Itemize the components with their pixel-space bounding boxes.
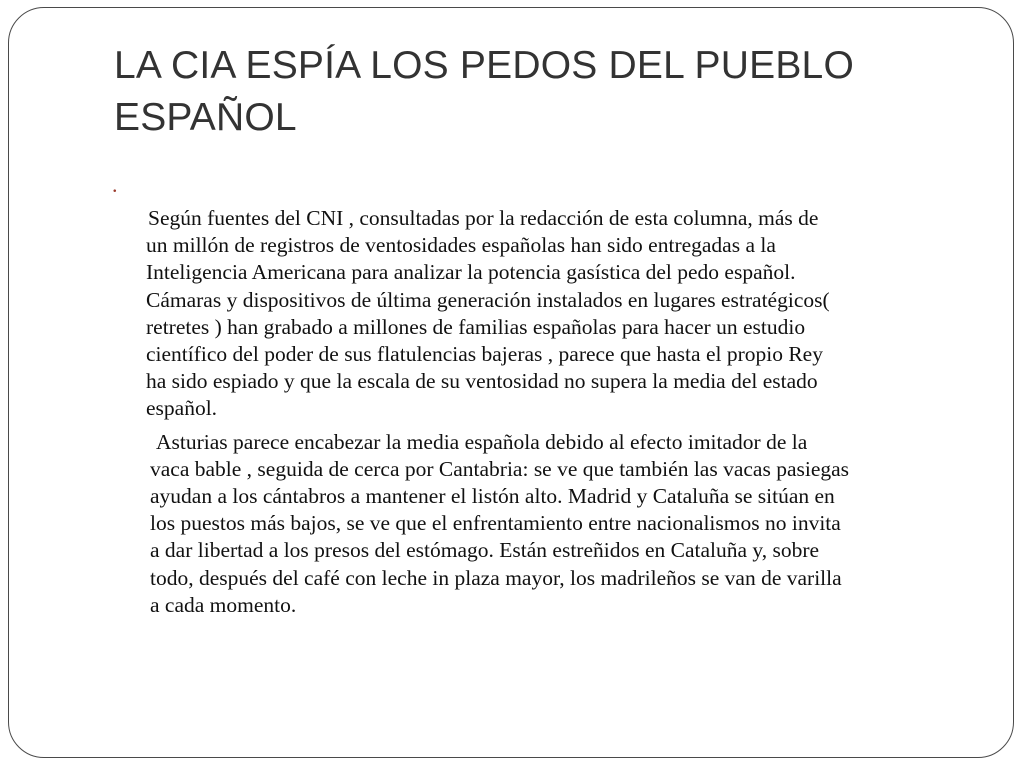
slide-title: LA CIA ESPÍA LOS PEDOS DEL PUEBLO ESPAÑOL [114,44,854,139]
text-line: los puestos más bajos, se ve que el enfrentamiento entre nacionalismos no invita [150,511,841,536]
text-line: ha sido espiado y que la escala de su ventosidad no supera la media del estado [146,369,818,394]
text-line: Cámaras y dispositivos de última generación instalados en lugares estratégicos( [146,287,830,312]
text-line: científico del poder de sus flatulencias bajeras , parece que hasta el propio Rey [146,342,823,367]
bullet-marker: . [112,172,118,197]
text-line: Según fuentes del CNI , consultadas por la redacción de esta columna, más de [148,206,819,230]
body-paragraph-2 [144,429,974,619]
text-line: retretes ) han grabado a millones de familias españolas para hacer un estudio [146,314,806,339]
text-line: español. [146,396,218,421]
slide-body [144,205,974,619]
text-line: un millón de registros de ventosidades españolas han sido entregadas a la [146,233,776,258]
text-line: a cada momento. [150,592,297,617]
text-line: Inteligencia Americana para analizar la potencia gasística del pedo español. [146,260,796,285]
text-line: vaca bable , seguida de cerca por Cantabria: se ve que también las vacas pasiegas [150,456,850,481]
text-line: ayudan a los cántabros a mantener el listón alto. Madrid y Cataluña se sitúan en [150,484,835,509]
text-line: todo, después del café con leche in plaza mayor, los madrileños se van de varilla [150,565,842,590]
text-line: Asturias parece encabezar la media española debido al efecto imitador de la [156,429,808,454]
body-paragraph-1 [144,205,974,423]
text-line: a dar libertad a los presos del estómago. Están estreñidos en Cataluña y, sobre [150,538,820,563]
